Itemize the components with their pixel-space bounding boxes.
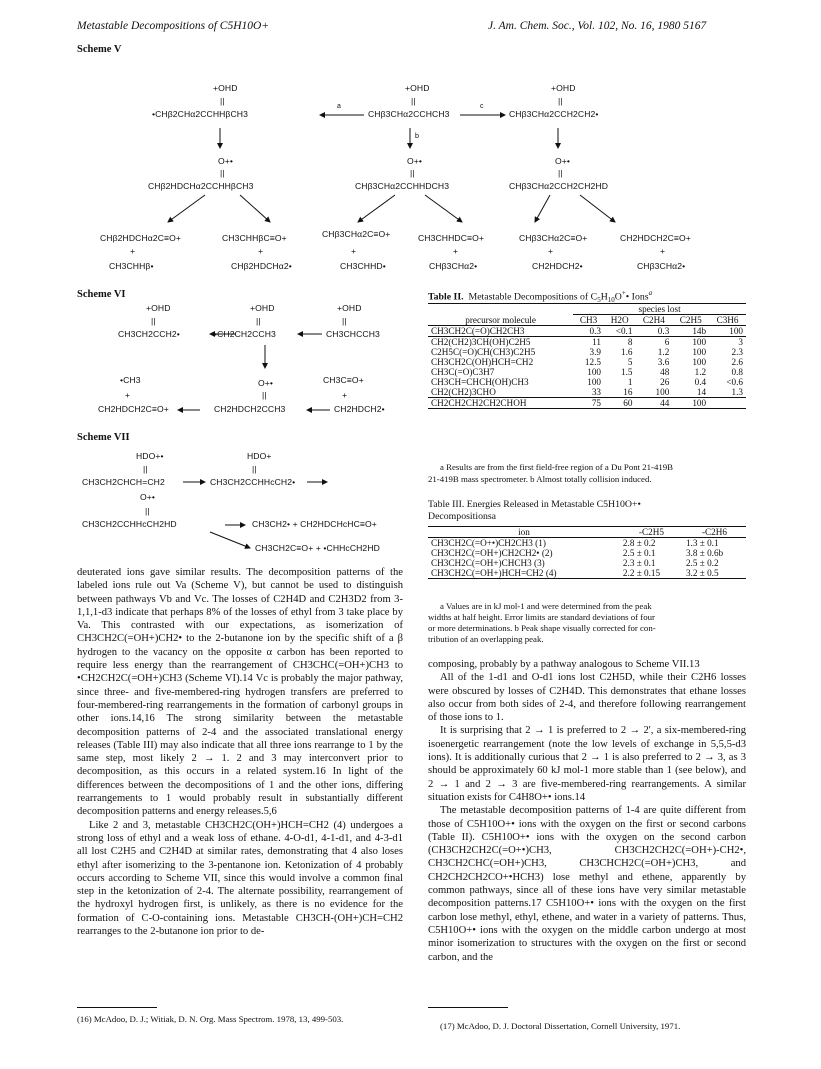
scheme-v-prod-ion-2: CH3CHHβC≡O+ — [222, 233, 287, 243]
table2-col-2: H2O — [610, 315, 629, 325]
arrow-label-a: a — [337, 103, 341, 110]
scheme-v-r2-top-2: O+• — [407, 156, 423, 166]
scheme-v-ion-r1-2: CHβ3CHα2CCHCH3 — [368, 109, 450, 119]
table-cell: 0.3 — [657, 326, 670, 336]
table-cell: 1.5 — [620, 367, 633, 377]
table-cell: CH3CH2C(=O)CH2CH3 — [431, 326, 525, 336]
table-row — [428, 367, 746, 377]
table3-footnote-2: widths at half height. Error limits are standard deviations of four — [428, 612, 655, 622]
scheme-vi-prod-3: CH2HDCH2• — [334, 404, 385, 414]
table-row — [428, 538, 746, 549]
table2 — [428, 303, 746, 409]
footnote-rule-right — [428, 1007, 508, 1008]
table2-col-0: precursor molecule — [465, 314, 536, 325]
footnote-rule-left — [77, 1007, 157, 1008]
scheme-v-prod-ion-4: CH3CHHDC≡O+ — [418, 233, 485, 243]
scheme-v-radical-2: CHβ2HDCHα2• — [231, 261, 292, 271]
table-cell: 5 — [627, 357, 633, 367]
paragraph: Like 2 and 3, metastable CH3CH2C(OH+)HCH=CH2 (4) undergoes a strong loss of ethyl and a weak loss of ethane. 4-O-d1, 4-1-d1, and 4-3-d1 all lost C2H5 and C2H4D at similar rates, demonstrating that 4 also loses ethyl after isomerizing to the 3-pentanone ion. Ketonization of 4 probably occurs according to Scheme VII, since this would involve a common final step in the ketonization of 2-4. The alternate possibility, rearrangement of the hydroxyl hydrogen first, is unlikely, as there is no evidence for the formation of C-O-containing ions. Metastable CH3CH-(OH+)CH=CH2 rearranges to the 2-butanone ion prior to de- — [77, 819, 403, 938]
table2-caption: Table II. Metastable Decompositions of $C_5H_{10}O^+•$ Ions$^a$ — [428, 289, 653, 305]
scheme-vii-ion-1: CH3CH2CHCH=CH2 — [82, 477, 165, 487]
table-cell: CH2(CH2)3CH(OH)C2H5 — [431, 337, 531, 347]
table-cell: CH3CH2C(=OH+)CHCH3 (3) — [431, 558, 545, 568]
table3 — [428, 526, 746, 579]
table-cell: 2.3 — [731, 347, 743, 357]
table-cell: CH3CH2C(OH)HCH=CH2 — [431, 357, 534, 367]
scheme-vi-prod-2: CH2HDCH2CCH3 — [214, 404, 286, 414]
scheme-vii-title: Scheme VII — [77, 432, 130, 443]
table-row — [428, 347, 746, 357]
table-cell: 2.5 ± 0.2 — [685, 558, 719, 568]
scheme-v-radical-5: CH2HDCH2• — [532, 261, 583, 271]
scheme-v-prod-ion-1: CHβ2HDCHα2C≡O+ — [100, 233, 182, 243]
table-cell: 2.6 — [731, 357, 743, 367]
table3-body — [428, 538, 746, 579]
table-cell: 2.2 ± 0.15 — [622, 568, 661, 578]
scheme-v-radical-4: CHβ3CHα2• — [429, 261, 478, 271]
table2-group-header: species lost — [573, 304, 746, 315]
table2-col-5: C3H6 — [716, 315, 739, 325]
scheme-vi-top-2: +OHD — [250, 303, 275, 313]
paragraph: deuterated ions gave similar results. The decomposition patterns of the labeled ions rule out Va (Scheme V), but cannot be used to distinguish between pathways Vb and Vc. The losses of C2H4D and C2H3D2 from 3-1,1,1-d3 indicate that perhaps 8% of the losses of ethyl from 3 take place by Va. This contrasted with our expectations, as isomerization of CH3CH2C(=OH+)CH2• to the 2-butanone ion by the specific shift of a β hydrogen to the vacancy on the opposite α carbon has been reported to require less energy than the rearrangement of CH3CHC(=OH+)CH3 to •CH2CH2C(=OH+)CH3 (Scheme VI).14 Vc is probably the major pathway, since three- and five-membered-ring hydrogen transfers are preferred to four-membered-ring rearrangements in the formation of carbonyl groups in other ions.14,16 The strong similarity between the metastable decomposition patterns of 2-4 and the associated translational energy releases (Table III) may also indicate that all three ions rearrange to 1 by the same step, most likely 2 → 1. 2 and 3 may interconvert prior to decomposition, as this occurs in a related system.16 In light of the differences between the decompositions of 1 and the other ions, differing rearrangements to 1 would probably result in substantially different decomposition patterns and energy releases.5,6 — [77, 567, 403, 818]
arrow-label-c: c — [480, 103, 484, 110]
scheme-vi-top-3: +OHD — [337, 303, 362, 313]
scheme-v-prod-ion-3: CHβ3CHα2C≡O+ — [322, 229, 391, 239]
table3-col-1: -C2H5 — [638, 527, 664, 537]
paragraph: It is surprising that 2 → 1 is preferred to 2 → 2', a six-membered-ring isoenergetic rearrangement (note the low levels of exchange in 5,5,5-d3 ions). It is additionally curious that 2 → 1 is also preferred to 2 → 3, as 3 should be approximately 60 kJ mol-1 more stable than 1 (see below), and 2 → 1 and 2 → 3 are five-membered-ring rearrangements. A similar situation exists for C4H8O+• ions.14 — [428, 725, 746, 803]
scheme-vi-methyl: •CH3 — [120, 375, 141, 385]
table3-footnote-3: or more determinations. b Peak shape visually corrected for con- — [428, 623, 656, 633]
table-cell — [709, 398, 746, 409]
table-cell: 100 — [692, 357, 707, 367]
table-cell: 8 — [627, 337, 633, 347]
scheme-vi-top-1: +OHD — [146, 303, 171, 313]
paragraph: The metastable decomposition patterns of 1-4 are quite different from those of C5H10O+• ions with the oxygen on the first or second carbons (Table II). C5H10O+• ions with the oxygen on the second carbon (CH3CH2CH2C(=O+•)CH3, CH3CH2CH2C(=OH+)-CH2•, CH3CH2CHC(=OH+)CH3, CH3CHCH2C(=OH+)CH3, and CH2CH2CH2CO+•HCH3) lose methyl and ethene, apparently by common pathways, since all of these ions have very similar metastable decomposition patterns.17 C5H10O+• ions with the oxygen on the first carbon lose methyl, ethyl, ethene, and water in a variety of patterns. Thus, C5H10O+• ions with the oxygen on the middle carbon undergo at most minor isomerization to structures with the oxygen on the first or second carbon, and the — [428, 805, 746, 963]
table2-col-4: C2H5 — [679, 315, 702, 325]
table2-body — [428, 326, 746, 409]
scheme-v-r2-top-3: O+• — [555, 156, 571, 166]
table-cell: 6 — [664, 337, 670, 347]
table3-footnote-1: a Values are in kJ mol-1 and were determined from the peak — [440, 601, 652, 611]
scheme-v-r1-top-3: +OHD — [551, 83, 576, 93]
scheme-vi-mid-top: O+• — [258, 378, 274, 388]
table-cell: CH2(CH2)3CHO — [431, 387, 496, 397]
footnote-16: (16) McAdoo, D. J.; Witiak, D. N. Org. Mass Spectrom. 1978, 13, 499-503. — [77, 1014, 344, 1024]
right-column-text — [428, 658, 746, 964]
table-cell: 0.4 — [694, 377, 707, 387]
table-cell: 100 — [655, 387, 670, 397]
table-cell: CH3CH=CHCH(OH)CH3 — [431, 377, 529, 387]
running-header-right: J. Am. Chem. Soc., Vol. 102, No. 16, 1980 5167 — [488, 20, 707, 32]
table3-caption: Table III. Energies Released in Metastable C5H10O+• — [428, 499, 641, 510]
footnote-17: (17) McAdoo, D. J. Doctoral Dissertation, Cornell University, 1971. — [440, 1021, 681, 1031]
table2-col-3: C2H4 — [642, 315, 665, 325]
table-cell: 100 — [587, 367, 601, 377]
scheme-vi-ion-1: CH3CH2CCH2• — [118, 329, 180, 339]
scheme-v-ion-r1-1: •CHβ2CHα2CCHHβCH3 — [152, 109, 248, 119]
table-cell: 1.3 — [731, 387, 743, 397]
table-cell: 1 — [627, 377, 633, 387]
table3-col-2: -C2H6 — [701, 527, 727, 537]
table-cell: C2H5C(=O)CH(CH3)C2H5 — [431, 347, 536, 357]
table3-footnote-4: tribution of an overlapping peak. — [428, 634, 544, 644]
table-cell: 100 — [729, 326, 743, 336]
table-cell: 14 — [696, 387, 707, 397]
table-cell: 100 — [692, 347, 707, 357]
scheme-v-radical-6: CHβ3CHα2• — [637, 261, 686, 271]
scheme-v-r1-top-1: +OHD — [213, 83, 238, 93]
table-cell: 100 — [692, 398, 707, 408]
table-cell: 100 — [692, 337, 707, 347]
scheme-vii-top-2: HDO+ — [247, 451, 272, 461]
table3-caption-2: Decompositionsa — [428, 511, 497, 522]
table-cell: 3.9 — [589, 347, 601, 357]
table-cell: 44 — [660, 398, 670, 408]
table-row — [428, 337, 746, 348]
table-row — [428, 326, 746, 337]
left-column-text — [77, 566, 403, 938]
table-cell: 2.3 ± 0.1 — [622, 558, 656, 568]
table-cell: 16 — [623, 387, 633, 397]
table-cell: 75 — [591, 398, 601, 408]
table3-col-0: ion — [518, 527, 530, 537]
scheme-v-prod-ion-5: CHβ3CHα2C≡O+ — [519, 233, 588, 243]
table-cell: CH2CH2CH2CH2CHOH — [431, 398, 527, 408]
table-cell: 48 — [660, 367, 670, 377]
scheme-v-ion-r2-1: CHβ2HDCHα2CCHHβCH3 — [148, 181, 254, 191]
scheme-v-radical-3: CH3CHHD• — [340, 261, 386, 271]
paragraph: All of the 1-d1 and O-d1 ions lost C2H5D, while their C2H6 losses were obscured by losses of C2H4D. This demonstrates that ethane losses also occur from both sides of 2-4, and therefore following rearrangement of those ions to 1. — [428, 672, 746, 724]
table-cell: 33 — [591, 387, 601, 397]
table-cell: 0.3 — [589, 326, 601, 336]
table-cell: 3 — [738, 337, 743, 347]
table-cell: 3.6 — [657, 357, 670, 367]
table-cell: 14b — [692, 326, 707, 336]
table-cell: 100 — [587, 377, 601, 387]
table-cell: 3.2 ± 0.5 — [685, 568, 719, 578]
table-row — [428, 558, 746, 568]
table-cell: CH3C(=O)C3H7 — [431, 367, 495, 377]
scheme-v-ion-r2-3: CHβ3CHα2CCH2CH2HD — [509, 181, 608, 191]
table-cell: 11 — [592, 337, 601, 347]
table-cell: <0.6 — [726, 377, 743, 387]
table2-col-1: CH3 — [579, 315, 598, 325]
table-cell: 1.6 — [620, 347, 633, 357]
scheme-v-prod-ion-6: CH2HDCH2C≡O+ — [620, 233, 691, 243]
scheme-vii-ion-3: CH3CH2CCHHcCH2HD — [82, 519, 177, 529]
table-cell: 3.8 ± 0.6b — [685, 548, 724, 558]
table-row — [428, 387, 746, 398]
arrow-label-b: b — [415, 133, 419, 140]
table-cell: 2.5 ± 0.1 — [622, 548, 656, 558]
table2-footnote-1: a Results are from the first field-free region of a Du Pont 21-419B — [440, 462, 674, 472]
running-header-left: Metastable Decompositions of C5H10O+ — [77, 20, 270, 32]
scheme-vi-right-top: CH3C≡O+ — [323, 375, 364, 385]
scheme-v-r1-top-2: +OHD — [405, 83, 430, 93]
scheme-v-ion-r1-3: CHβ3CHα2CCH2CH2• — [509, 109, 599, 119]
scheme-vi-prod-1: CH2HDCH2C≡O+ — [98, 404, 169, 414]
table-cell: 0.8 — [731, 367, 743, 377]
table-cell: 26 — [660, 377, 670, 387]
table2-footnote-2: 21-419B mass spectrometer. b Almost totally collision induced. — [428, 474, 652, 484]
table-row — [428, 357, 746, 367]
table-cell: 2.8 ± 0.2 — [622, 538, 656, 548]
table-cell: 1.2 — [657, 347, 670, 357]
scheme-vii-ion-2: CH3CH2CCHHcCH2• — [210, 477, 296, 487]
scheme-vii-top-1: HDO+• — [136, 451, 164, 461]
table-row — [428, 568, 746, 578]
scheme-vii-mid-top: O+• — [140, 492, 156, 502]
table-cell: CH3CH2C(=OH+)CH2CH2• (2) — [431, 548, 553, 558]
scheme-v-title: Scheme V — [77, 44, 122, 55]
table-cell: CH3CH2C(=OH+)HCH=CH2 (4) — [431, 568, 557, 578]
table-cell: 1.2 — [694, 367, 707, 377]
table-cell: 1.3 ± 0.1 — [685, 538, 719, 548]
scheme-v-radical-1: CH3CHHβ• — [109, 261, 154, 271]
scheme-vi-title: Scheme VI — [77, 289, 126, 300]
scheme-v-ion-r2-2: CHβ3CHα2CCHHDCH3 — [355, 181, 450, 191]
table-row — [428, 377, 746, 387]
scheme-vii-products-1: CH3CH2• + CH2HDCHcHC≡O+ — [252, 519, 377, 529]
scheme-vii-products-2: CH3CH2C≡O+ + •CHHcCH2HD — [255, 543, 380, 553]
scheme-v-r2-top-1: O+• — [218, 156, 234, 166]
scheme-vi-ion-3: CH3CHCCH3 — [326, 329, 380, 339]
paragraph: composing, probably by a pathway analogous to Scheme VII.13 — [428, 659, 700, 670]
table-cell: CH3CH2C(=O+•)CH2CH3 (1) — [431, 538, 546, 548]
table-cell: 60 — [623, 398, 633, 408]
scheme-vi-ion-2: •CH2CH2CCH3 — [214, 329, 276, 339]
table-row — [428, 398, 746, 409]
table-cell: 12.5 — [584, 357, 601, 367]
table-cell: <0.1 — [615, 326, 633, 336]
table-row — [428, 548, 746, 558]
